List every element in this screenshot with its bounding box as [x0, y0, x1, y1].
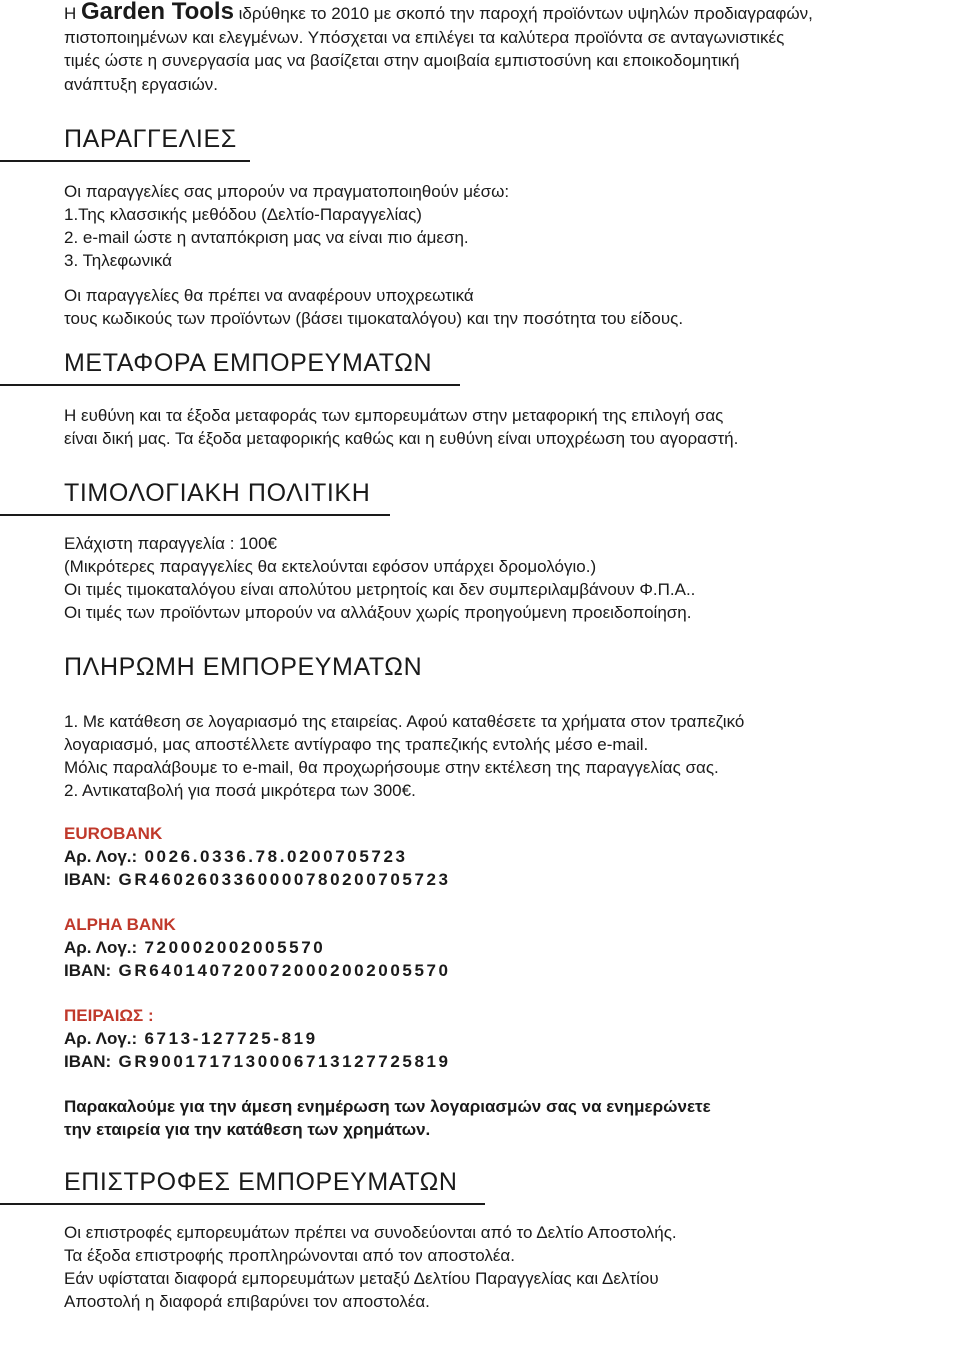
brand-name: Garden Tools: [81, 0, 234, 25]
orders-line-4: 3. Τηλεφωνικά: [64, 251, 172, 270]
returns-section: [64, 1167, 944, 1313]
intro-text-1: ιδρύθηκε το 2010 με σκοπό την παροχή προϊόντων υψηλών προδιαγραφών,: [238, 4, 813, 23]
orders-line-6: τους κωδικούς των προϊόντων (βάσει τιμοκαταλόγου) και την ποσότητα του είδους.: [64, 309, 684, 328]
payment-line-2: λογαριασμό, μας αποστέλλετε αντίγραφο της τραπεζικής εντολής μέσο e-mail.: [64, 735, 649, 754]
iban-label: IBAN:: [64, 1052, 112, 1071]
intro-text-4: ανάπτυξη εργασιών.: [64, 74, 219, 94]
document-page: [64, 0, 944, 1313]
account-number: 0026.0336.78.0200705723: [144, 847, 408, 866]
payment-line-4: 2. Αντικαταβολή για ποσά μικρότερα των 300€.: [64, 781, 416, 800]
bank-name: ALPHA BANK: [64, 915, 176, 934]
pricing-line-1: Ελάχιστη παραγγελία : 100€: [64, 534, 277, 553]
transport-title: ΜΕΤΑΦΟΡΑ ΕΜΠΟΡΕΥΜΑΤΩΝ: [64, 349, 433, 377]
bank-account-row: [64, 1027, 944, 1050]
transport-line-1: Η ευθύνη και τα έξοδα μεταφοράς των εμπορευμάτων στην μεταφορική της επιλογή σας: [64, 406, 724, 425]
intro-text-3: τιμές ώστε η συνεργασία μας να βασίζεται στην αμοιβαία εμπιστοσύνη και εποικοδομητική: [64, 51, 740, 70]
account-number: 6713-127725-819: [144, 1029, 318, 1048]
payment-note-2: την εταιρεία για την κατάθεση των χρημάτων.: [64, 1120, 431, 1139]
iban-number: GR4602603360000780200705723: [118, 870, 451, 889]
returns-line-3: Εάν υφίσταται διαφορά εμπορευμάτων μεταξύ Δελτίου Παραγγελίας και Δελτίου: [64, 1269, 659, 1288]
bank-name: EUROBANK: [64, 824, 163, 843]
payment-note-1: Παρακαλούμε για την άμεση ενημέρωση των λογαριασμών σας να ενημερώνετε: [64, 1097, 711, 1116]
intro-paragraph: [64, 0, 944, 96]
transport-section: [64, 348, 944, 450]
bank-block-alpha: [64, 913, 944, 982]
orders-title: ΠΑΡΑΓΓΕΛΙΕΣ: [64, 125, 237, 153]
returns-title: ΕΠΙΣΤΡΟΦΕΣ ΕΜΠΟΡΕΥΜΑΤΩΝ: [64, 1168, 458, 1196]
bank-account-row: [64, 845, 944, 868]
returns-line-2: Τα έξοδα επιστροφής προπληρώνονται από τον αποστολέα.: [64, 1246, 515, 1265]
bank-iban-row: [64, 959, 944, 982]
iban-label: IBAN:: [64, 961, 112, 980]
orders-line-1: Οι παραγγελίες σας μπορούν να πραγματοποιηθούν μέσω:: [64, 182, 510, 201]
iban-label: IBAN:: [64, 870, 112, 889]
bank-iban-row: [64, 868, 944, 891]
payment-line-3: Μόλις παραλάβουμε το e-mail, θα προχωρήσουμε στην εκτέλεση της παραγγελίας σας.: [64, 758, 719, 777]
intro-line-1: [64, 0, 944, 26]
payment-title: ΠΛΗΡΩΜΗ ΕΜΠΟΡΕΥΜΑΤΩΝ: [64, 653, 423, 681]
pricing-line-2: (Μικρότερες παραγγελίες θα εκτελούνται εφόσον υπάρχει δρομολόγιο.): [64, 557, 597, 576]
pricing-line-4: Οι τιμές των προϊόντων μπορούν να αλλάξουν χωρίς προηγούμενη προειδοποίηση.: [64, 603, 692, 622]
orders-section: [64, 124, 944, 330]
bank-block-piraeus: [64, 1004, 944, 1073]
pricing-section: [64, 478, 944, 624]
intro-prefix: Η: [64, 4, 77, 23]
account-label: Αρ. Λογ.:: [64, 938, 138, 957]
returns-line-4: Αποστολή η διαφορά επιβαρύνει τον αποστολέα.: [64, 1292, 430, 1311]
pricing-title: ΤΙΜΟΛΟΓΙΑΚΗ ΠΟΛΙΤΙΚΗ: [64, 479, 371, 507]
orders-line-5: Οι παραγγελίες θα πρέπει να αναφέρουν υποχρεωτικά: [64, 286, 474, 305]
account-label: Αρ. Λογ.:: [64, 1029, 138, 1048]
bank-iban-row: [64, 1050, 944, 1073]
orders-line-3: 2. e-mail ώστε η ανταπόκριση μας να είναι πιο άμεση.: [64, 228, 469, 247]
account-number: 720002002005570: [144, 938, 326, 957]
bank-account-row: [64, 936, 944, 959]
pricing-line-3: Οι τιμές τιμοκαταλόγου είναι απολύτου μετρητοίς και δεν συμπεριλαμβάνουν Φ.Π.Α..: [64, 580, 696, 599]
bank-name: ΠΕΙΡΑΙΩΣ :: [64, 1006, 154, 1025]
payment-section: [64, 652, 944, 1141]
account-label: Αρ. Λογ.:: [64, 847, 138, 866]
intro-text-2: πιστοποιημένων και ελεγμένων. Υπόσχεται να επιλέγει τα καλύτερα προϊόντα σε ανταγωνιστικές: [64, 27, 785, 47]
bank-block-eurobank: [64, 822, 944, 891]
transport-line-2: είναι δική μας. Τα έξοδα μεταφορικής καθώς και η ευθύνη είναι υποχρέωση του αγοραστή.: [64, 429, 739, 448]
orders-line-2: 1.Της κλασσικής μεθόδου (Δελτίο-Παραγγελίας): [64, 205, 422, 224]
iban-number: GR9001717130006713127725819: [118, 1052, 451, 1071]
payment-line-1: 1. Με κατάθεση σε λογαριασμό της εταιρείας. Αφού καταθέσετε τα χρήματα στον τραπεζικό: [64, 712, 745, 731]
iban-number: GR6401407200720002002005570: [118, 961, 451, 980]
returns-line-1: Οι επιστροφές εμπορευμάτων πρέπει να συνοδεύονται από το Δελτίο Αποστολής.: [64, 1223, 677, 1242]
